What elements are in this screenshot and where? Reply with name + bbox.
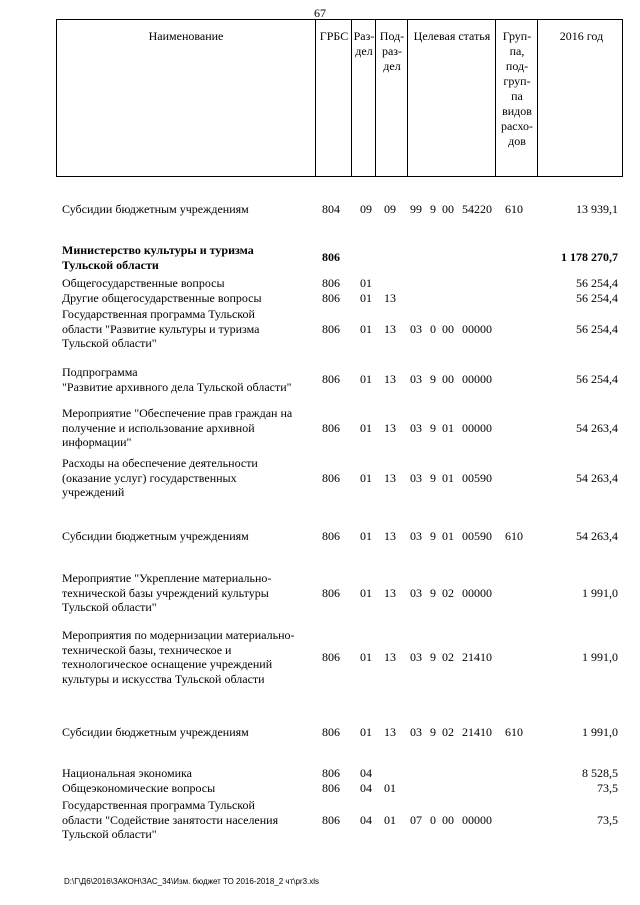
target-article-program-cell: 03 [410,471,422,485]
podrazdel-cell: 01 [384,813,396,827]
grbs-cell: 806 [322,586,340,600]
row-name: Национальная экономика [62,766,192,780]
target-article-subprogram-cell: 9 [430,650,436,664]
podrazdel-cell: 13 [384,372,396,386]
header-gruppa: Груп- па, под- груп- па видов расхо- дов [500,29,534,148]
header-podrazdel-col [375,20,408,176]
target-article-program-cell: 03 [410,586,422,600]
target-article-program-cell: 03 [410,650,422,664]
amount-2016-cell: 56 254,4 [576,291,618,305]
amount-2016-cell: 56 254,4 [576,322,618,336]
amount-2016-cell: 1 178 270,7 [561,250,618,264]
razdel-cell: 04 [360,813,372,827]
target-article-subprogram-cell: 9 [430,471,436,485]
target-article-direction-cell: 21410 [462,725,492,739]
grbs-cell: 806 [322,372,340,386]
grbs-cell: 806 [322,725,340,739]
target-article-program-cell: 03 [410,529,422,543]
amount-2016-cell: 1 991,0 [582,650,618,664]
target-article-direction-cell: 00590 [462,529,492,543]
grbs-cell: 806 [322,650,340,664]
table-header [56,19,623,177]
row-name: Расходы на обеспечение деятельности (оказание услуг) государственных учреждений [62,456,258,500]
row-name: Государственная программа Тульской области "Развитие культуры и туризма Тульской области" [62,307,260,351]
expense-group-cell: 610 [505,202,523,216]
podrazdel-cell: 13 [384,529,396,543]
row-name: Субсидии бюджетным учреждениям [62,529,249,543]
row-name: Подпрограмма "Развитие архивного дела Тульской области" [62,365,292,394]
header-podrazdel: Под- раз- дел [379,29,405,73]
grbs-cell: 806 [322,766,340,780]
target-article-program-cell: 99 [410,202,422,216]
row-name: Субсидии бюджетным учреждениям [62,202,249,216]
podrazdel-cell: 13 [384,725,396,739]
target-article-direction-cell: 00000 [462,322,492,336]
target-article-direction-cell: 00000 [462,421,492,435]
row-name: Общегосударственные вопросы [62,276,225,290]
razdel-cell: 01 [360,529,372,543]
amount-2016-cell: 54 263,4 [576,471,618,485]
row-name: Субсидии бюджетным учреждениям [62,725,249,739]
header-year: 2016 год [559,29,604,43]
header-razdel-col [351,20,376,176]
amount-2016-cell: 56 254,4 [576,276,618,290]
grbs-cell: 806 [322,529,340,543]
razdel-cell: 01 [360,291,372,305]
target-article-subprogram-cell: 0 [430,322,436,336]
razdel-cell: 01 [360,322,372,336]
amount-2016-cell: 54 263,4 [576,421,618,435]
podrazdel-cell: 13 [384,291,396,305]
header-razdel: Раз- дел [353,29,375,58]
razdel-cell: 01 [360,276,372,290]
row-name: Мероприятия по модернизации материально- технической базы, техническое и технологическое оснащение учреждений культуры и искусства Тульской области [62,628,295,686]
grbs-cell: 806 [322,813,340,827]
razdel-cell: 09 [360,202,372,216]
target-article-subprogram-cell: 9 [430,202,436,216]
expense-group-cell: 610 [505,529,523,543]
amount-2016-cell: 1 991,0 [582,586,618,600]
row-name: Другие общегосударственные вопросы [62,291,262,305]
grbs-cell: 806 [322,250,340,264]
target-article-direction-cell: 00000 [462,586,492,600]
target-article-event-cell: 00 [442,813,454,827]
podrazdel-cell: 13 [384,421,396,435]
target-article-subprogram-cell: 0 [430,813,436,827]
grbs-cell: 806 [322,276,340,290]
row-name: Государственная программа Тульской области "Содействие занятости населения Тульской области" [62,798,279,842]
amount-2016-cell: 13 939,1 [576,202,618,216]
row-name: Министерство культуры и туризма Тульской области [62,243,254,272]
header-name-col [57,20,315,176]
amount-2016-cell: 8 528,5 [582,766,618,780]
razdel-cell: 01 [360,586,372,600]
razdel-cell: 01 [360,471,372,485]
amount-2016-cell: 73,5 [597,781,618,795]
header-grbs: ГРБС [319,29,349,43]
grbs-cell: 806 [322,291,340,305]
target-article-direction-cell: 00000 [462,372,492,386]
target-article-event-cell: 01 [442,471,454,485]
target-article-event-cell: 00 [442,202,454,216]
target-article-program-cell: 07 [410,813,422,827]
header-celevaya: Целевая статья [413,29,491,43]
target-article-subprogram-cell: 9 [430,372,436,386]
target-article-subprogram-cell: 9 [430,529,436,543]
target-article-program-cell: 03 [410,372,422,386]
target-article-subprogram-cell: 9 [430,586,436,600]
razdel-cell: 01 [360,372,372,386]
expense-group-cell: 610 [505,725,523,739]
header-grbs-col [315,20,352,176]
footer-path: D:\Г\Д6\2016\ЗАКОН\ЗАС_34\Изм. бюджет ТО 2016-2018_2 чт\pr3.xls [64,877,320,886]
header-gruppa-col [495,20,538,176]
row-name: Мероприятие "Обеспечение прав граждан на получение и использование архивной информации" [62,406,293,450]
razdel-cell: 04 [360,766,372,780]
grbs-cell: 806 [322,781,340,795]
razdel-cell: 01 [360,421,372,435]
target-article-program-cell: 03 [410,322,422,336]
grbs-cell: 806 [322,322,340,336]
podrazdel-cell: 01 [384,781,396,795]
podrazdel-cell: 09 [384,202,396,216]
target-article-event-cell: 02 [442,650,454,664]
target-article-event-cell: 02 [442,586,454,600]
target-article-event-cell: 01 [442,529,454,543]
podrazdel-cell: 13 [384,586,396,600]
page-number: 67 [314,6,326,20]
razdel-cell: 04 [360,781,372,795]
header-name: Наименование [148,29,224,43]
target-article-program-cell: 03 [410,421,422,435]
row-name: Мероприятие "Укрепление материально- технической базы учреждений культуры Тульской области" [62,571,272,615]
grbs-cell: 806 [322,421,340,435]
row-name: Общеэкономические вопросы [62,781,216,795]
target-article-direction-cell: 00590 [462,471,492,485]
target-article-direction-cell: 54220 [462,202,492,216]
grbs-cell: 806 [322,471,340,485]
amount-2016-cell: 73,5 [597,813,618,827]
grbs-cell: 804 [322,202,340,216]
target-article-direction-cell: 00000 [462,813,492,827]
podrazdel-cell: 13 [384,322,396,336]
header-celevaya-col [407,20,496,176]
podrazdel-cell: 13 [384,471,396,485]
target-article-subprogram-cell: 9 [430,725,436,739]
amount-2016-cell: 54 263,4 [576,529,618,543]
target-article-event-cell: 00 [442,322,454,336]
target-article-subprogram-cell: 9 [430,421,436,435]
amount-2016-cell: 56 254,4 [576,372,618,386]
target-article-direction-cell: 21410 [462,650,492,664]
razdel-cell: 01 [360,650,372,664]
target-article-event-cell: 01 [442,421,454,435]
target-article-program-cell: 03 [410,725,422,739]
target-article-event-cell: 02 [442,725,454,739]
header-year-col [537,20,625,176]
target-article-event-cell: 00 [442,372,454,386]
razdel-cell: 01 [360,725,372,739]
amount-2016-cell: 1 991,0 [582,725,618,739]
podrazdel-cell: 13 [384,650,396,664]
